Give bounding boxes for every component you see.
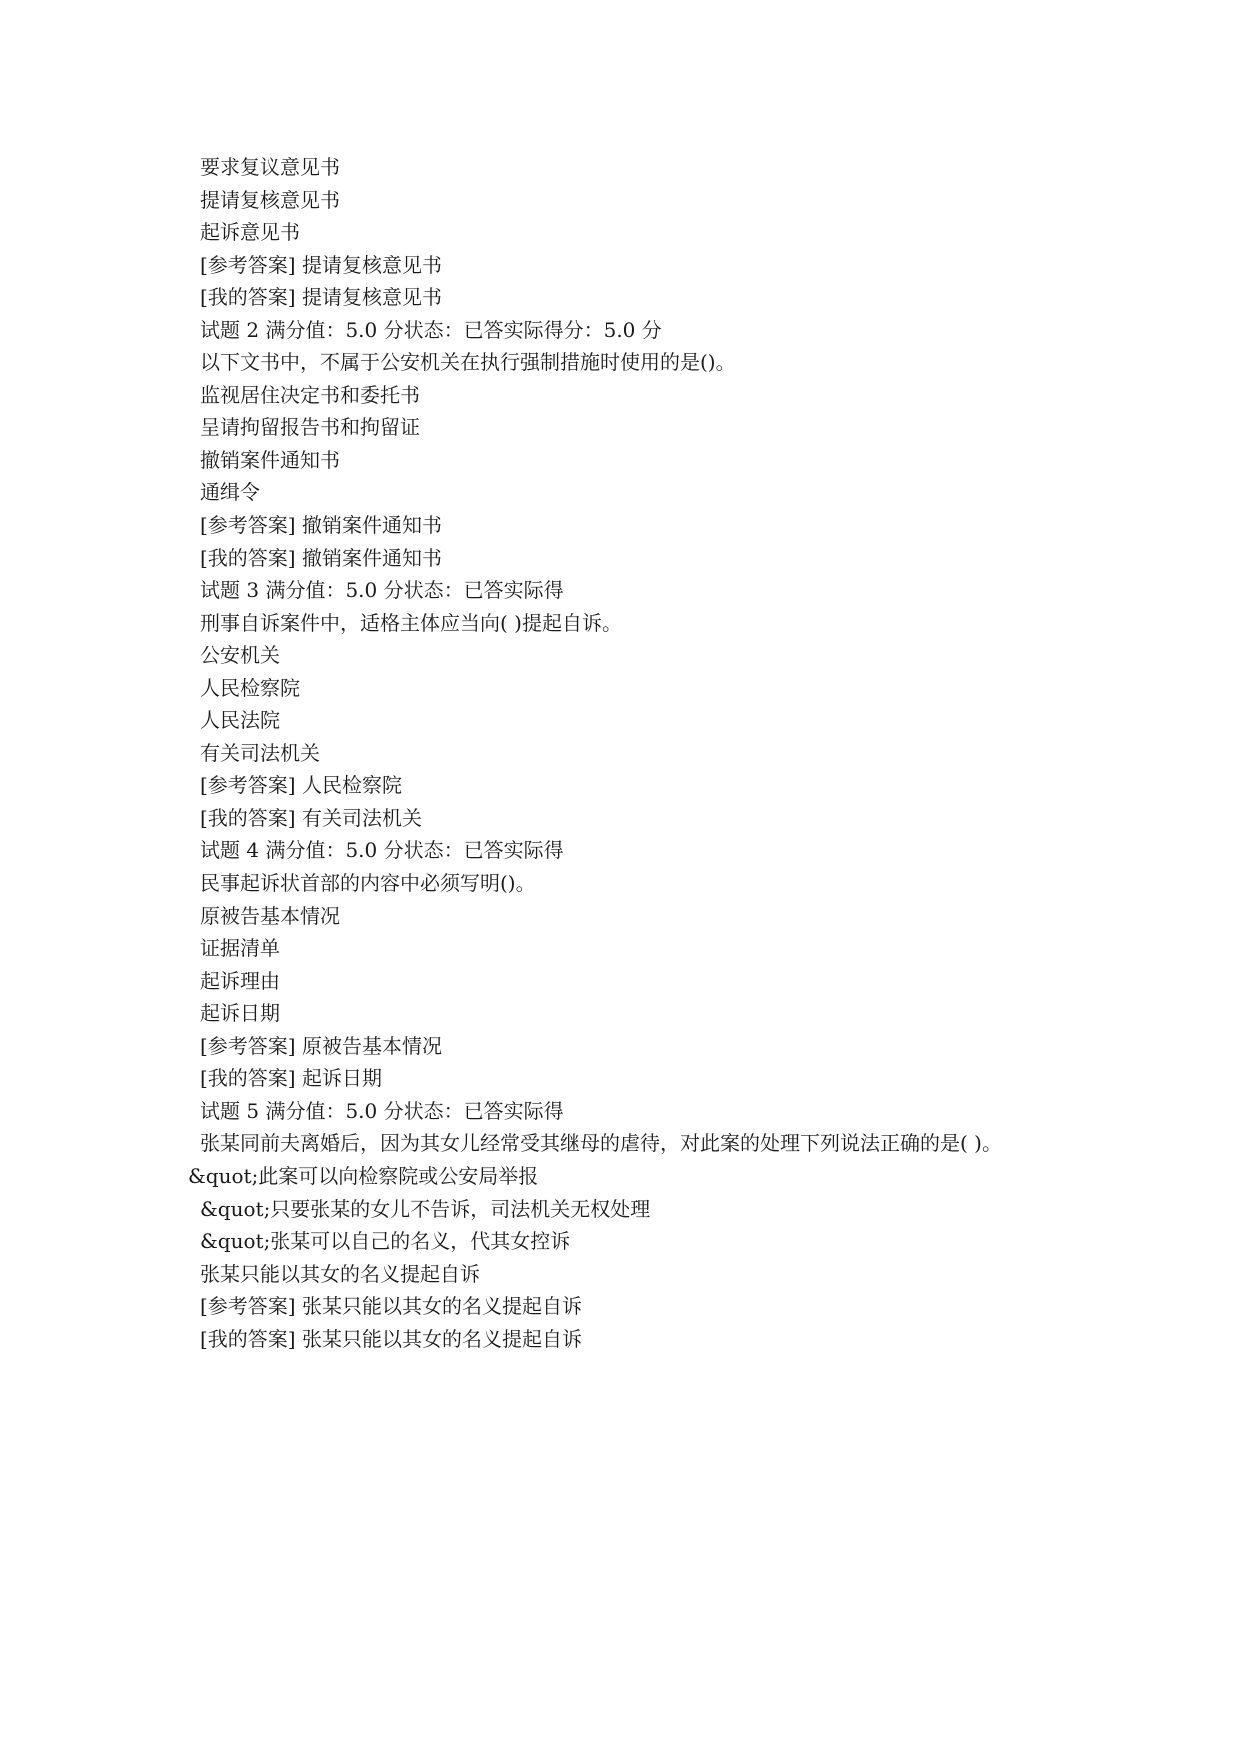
- question-text: 张某同前夫离婚后，因为其女儿经常受其继母的虐待，对此案的处理下列说法正确的是( )。: [200, 1131, 1002, 1156]
- option-line: 原被告基本情况: [200, 903, 340, 928]
- option-line: 起诉理由: [200, 968, 280, 993]
- option-line: 有关司法机关: [200, 740, 320, 765]
- question-header: 试题 2 满分值：5.0 分状态：已答实际得分：5.0 分: [200, 317, 662, 342]
- my-answer: [我的答案] 提请复核意见书: [200, 285, 442, 310]
- question-header: 试题 5 满分值：5.0 分状态：已答实际得: [200, 1098, 564, 1123]
- option-line: &quot;张某可以自己的名义，代其女控诉: [200, 1229, 571, 1254]
- question-text: 民事起诉状首部的内容中必须写明()。: [200, 871, 536, 896]
- option-line: 撤销案件通知书: [200, 447, 340, 472]
- reference-answer: [参考答案] 提请复核意见书: [200, 252, 442, 277]
- option-line: &quot;只要张某的女儿不告诉，司法机关无权处理: [200, 1196, 651, 1221]
- option-line: 人民检察院: [200, 675, 300, 700]
- option-line: 证据清单: [200, 936, 280, 961]
- document-body: [188, 151, 1200, 1355]
- option-line: 起诉日期: [200, 1001, 280, 1026]
- option-line: 呈请拘留报告书和拘留证: [200, 415, 420, 440]
- question-header: 试题 4 满分值：5.0 分状态：已答实际得: [200, 838, 564, 863]
- my-answer: [我的答案] 张某只能以其女的名义提起自诉: [200, 1326, 582, 1351]
- option-line: 公安机关: [200, 643, 280, 668]
- my-answer: [我的答案] 撤销案件通知书: [200, 545, 442, 570]
- question-text: 刑事自诉案件中，适格主体应当向( )提起自诉。: [200, 610, 622, 635]
- option-line: 通缉令: [200, 480, 260, 505]
- my-answer: [我的答案] 有关司法机关: [200, 805, 422, 830]
- option-line: &quot;此案可以向检察院或公安局举报: [188, 1163, 539, 1188]
- question-header: 试题 3 满分值：5.0 分状态：已答实际得: [200, 578, 564, 603]
- reference-answer: [参考答案] 撤销案件通知书: [200, 513, 442, 538]
- option-line: 张某只能以其女的名义提起自诉: [200, 1261, 480, 1286]
- question-text: 以下文书中，不属于公安机关在执行强制措施时使用的是()。: [200, 350, 736, 375]
- option-line: 人民法院: [200, 708, 280, 733]
- reference-answer: [参考答案] 原被告基本情况: [200, 1033, 442, 1058]
- option-line: 监视居住决定书和委托书: [200, 382, 420, 407]
- option-line: 起诉意见书: [200, 220, 300, 245]
- option-line: 要求复议意见书: [200, 155, 340, 179]
- reference-answer: [参考答案] 人民检察院: [200, 773, 402, 798]
- option-line: 提请复核意见书: [200, 187, 340, 212]
- my-answer: [我的答案] 起诉日期: [200, 1066, 382, 1091]
- reference-answer: [参考答案] 张某只能以其女的名义提起自诉: [200, 1294, 582, 1319]
